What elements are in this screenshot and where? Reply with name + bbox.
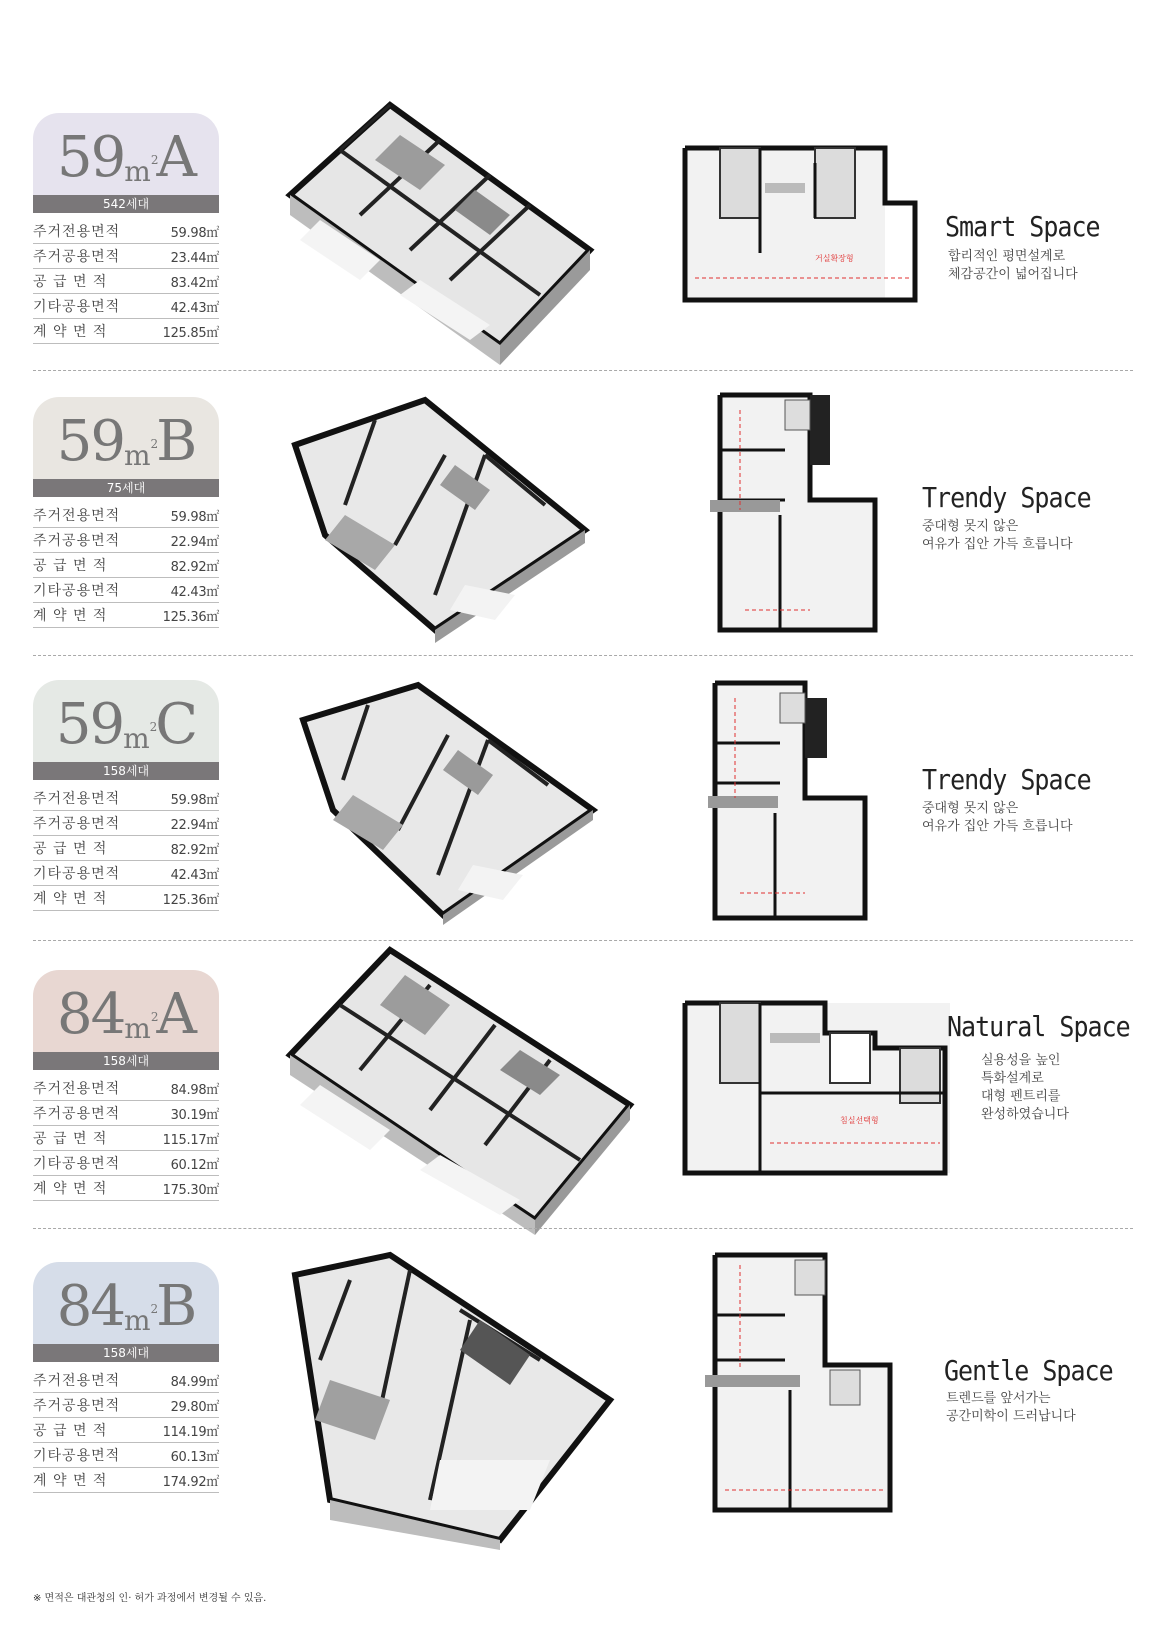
space-description: 중대형 못지 않은 여유가 집안 가득 흐릅니다 (922, 801, 1073, 834)
household-count: 158세대 (33, 1344, 219, 1362)
space-title: Natural Space (947, 1010, 1130, 1043)
type-title: 59 m 2 C (55, 691, 197, 757)
type-title: 59 m 2 B (56, 408, 196, 474)
area-row: 주거공용면적 22.94㎡ (33, 811, 219, 836)
floor-plan (700, 390, 880, 635)
space-description: 합리적인 평면설계로 체감공간이 넓어집니다 (948, 249, 1078, 282)
area-row: 주거공용면적 22.94㎡ (33, 528, 219, 553)
area-table (33, 219, 219, 344)
area-table (33, 1368, 219, 1493)
section-divider (33, 655, 1133, 656)
area-row: 기타공용면적 60.13㎡ (33, 1443, 219, 1468)
area-table (33, 503, 219, 628)
area-row: 주거공용면적 30.19㎡ (33, 1101, 219, 1126)
household-count: 158세대 (33, 1052, 219, 1070)
section-divider (33, 1228, 1133, 1229)
floor-plan (680, 998, 952, 1178)
area-row: 공 급 면 적 82.92㎡ (33, 553, 219, 578)
isometric-render (280, 100, 610, 370)
footnote: ※ 면적은 대관청의 인· 허가 과정에서 변경될 수 있음. (33, 1593, 267, 1604)
type-badge (33, 397, 219, 485)
floor-plan (700, 678, 880, 923)
plan-label: 침실선택형 (840, 1116, 879, 1125)
type-title: 59 m 2 A (57, 124, 195, 190)
household-count: 75세대 (33, 479, 219, 497)
isometric-render (280, 945, 640, 1235)
area-row: 공 급 면 적 83.42㎡ (33, 269, 219, 294)
area-row: 주거전용면적 84.98㎡ (33, 1076, 219, 1101)
space-description: 트렌드를 앞서가는 공간미학이 드러납니다 (946, 1391, 1076, 1424)
area-row: 주거전용면적 59.98㎡ (33, 786, 219, 811)
unit-59a (0, 0, 1168, 370)
floor-plan (680, 143, 920, 308)
isometric-render (298, 680, 608, 925)
household-count: 158세대 (33, 762, 219, 780)
section-divider (33, 940, 1133, 941)
floor-plan (690, 1250, 900, 1515)
type-badge (33, 970, 219, 1058)
area-table (33, 786, 219, 911)
area-row: 기타공용면적 60.12㎡ (33, 1151, 219, 1176)
plan-label: 거실확장형 (815, 254, 854, 263)
area-row: 계 약 면 적 125.85㎡ (33, 319, 219, 344)
area-row: 주거공용면적 23.44㎡ (33, 244, 219, 269)
isometric-render (290, 1250, 620, 1550)
space-title: Gentle Space (944, 1354, 1113, 1387)
space-title: Trendy Space (922, 763, 1091, 796)
household-count: 542세대 (33, 195, 219, 213)
type-title: 84 m 2 B (56, 1273, 196, 1339)
section-divider (33, 370, 1133, 371)
area-row: 기타공용면적 42.43㎡ (33, 578, 219, 603)
area-table (33, 1076, 219, 1201)
area-row: 기타공용면적 42.43㎡ (33, 294, 219, 319)
space-description: 실용성을 높인 특화설계로 대형 펜트리를 완성하였습니다 (981, 1053, 1069, 1122)
area-row: 주거전용면적 84.99㎡ (33, 1368, 219, 1393)
isometric-render (285, 395, 605, 645)
area-row: 공 급 면 적 114.19㎡ (33, 1418, 219, 1443)
area-row: 공 급 면 적 115.17㎡ (33, 1126, 219, 1151)
area-row: 공 급 면 적 82.92㎡ (33, 836, 219, 861)
area-row: 계 약 면 적 174.92㎡ (33, 1468, 219, 1493)
area-row: 계 약 면 적 125.36㎡ (33, 603, 219, 628)
space-description: 중대형 못지 않은 여유가 집안 가득 흐릅니다 (922, 519, 1073, 552)
area-row: 주거전용면적 59.98㎡ (33, 503, 219, 528)
type-badge (33, 113, 219, 201)
type-title: 84 m 2 A (57, 981, 195, 1047)
area-row: 계 약 면 적 125.36㎡ (33, 886, 219, 911)
area-row: 기타공용면적 42.43㎡ (33, 861, 219, 886)
area-row: 주거전용면적 59.98㎡ (33, 219, 219, 244)
area-row: 계 약 면 적 175.30㎡ (33, 1176, 219, 1201)
space-title: Smart Space (945, 210, 1100, 243)
type-badge (33, 1262, 219, 1350)
space-title: Trendy Space (922, 481, 1091, 514)
area-row: 주거공용면적 29.80㎡ (33, 1393, 219, 1418)
type-badge (33, 680, 219, 768)
